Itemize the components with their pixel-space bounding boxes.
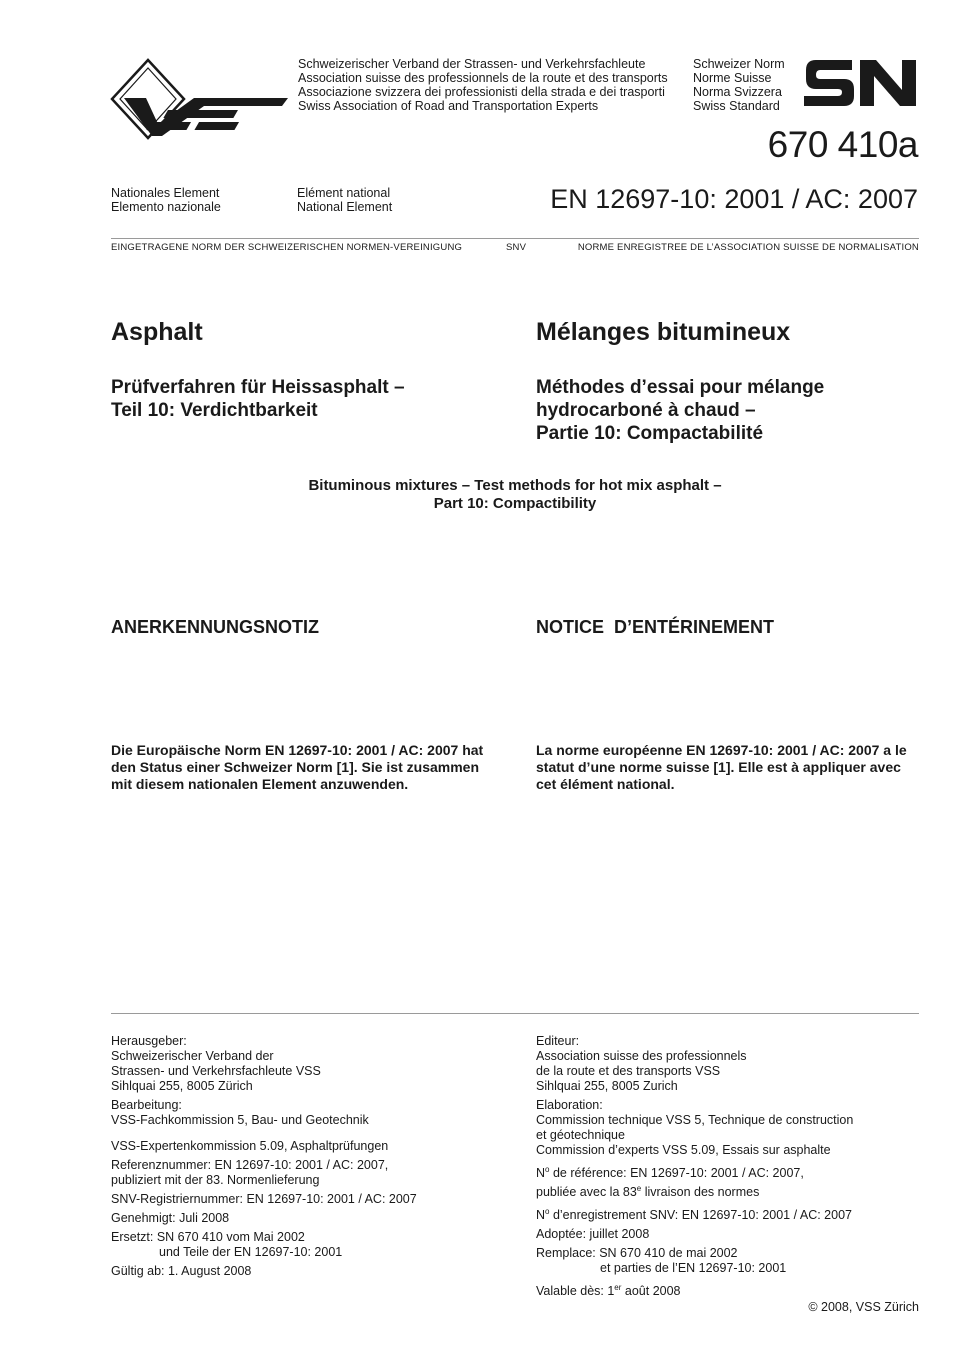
- footer-fr-reference-sup: o: [545, 1165, 550, 1174]
- subtitle-fr-line2: hydrocarboné à chaud –: [536, 400, 756, 421]
- footer-fr-publisher-line2: de la route et des transports VSS: [536, 1064, 721, 1078]
- notice-text-de-line3: mit diesem nationalen Element anzuwenden.: [111, 776, 409, 792]
- footer-de-snv-line: SNV-Registriernummer: EN 12697-10: 2001 / AC: 2007: [111, 1192, 417, 1206]
- subtitle-de-line2: Teil 10: Verdichtbarkeit: [111, 400, 318, 421]
- footer-fr-valid: [536, 1280, 919, 1299]
- footer-de-valid-line: Gültig ab: 1. August 2008: [111, 1264, 252, 1278]
- element-label-fr: [297, 186, 392, 214]
- vss-logo: [110, 58, 290, 140]
- standard-type-it: Norma Svizzera: [693, 85, 782, 99]
- notice-text-de-line2: den Status einer Schweizer Norm [1]. Sie ist zusammen: [111, 759, 479, 775]
- standard-type-de: Schweizer Norm: [693, 57, 785, 71]
- footer-de-reference-line2: publiziert mit der 83. Normenlieferung: [111, 1173, 320, 1187]
- footer-de-reference: [111, 1158, 511, 1188]
- footer-fr-expert: [536, 1143, 919, 1158]
- notice-heading-fr: NOTICE D’ENTÉRINEMENT: [536, 617, 775, 637]
- notice-text-fr-line3: cet élément national.: [536, 776, 675, 792]
- footer-de-approved: [111, 1211, 511, 1226]
- copyright: © 2008, VSS Zürich: [808, 1300, 919, 1314]
- footer-fr-publisher: [536, 1034, 919, 1094]
- registry-left: EINGETRAGENE NORM DER SCHWEIZERISCHEN NORMEN-VEREINIGUNG: [111, 242, 463, 253]
- element-label-fr-line1: Elément national: [297, 186, 391, 200]
- footer-de-publisher-line1: Schweizerischer Verband der: [111, 1049, 274, 1063]
- footer-de-publisher: [111, 1034, 511, 1094]
- standard-type: [693, 57, 785, 113]
- footer-fr-reference-line2-post: livraison des normes: [641, 1185, 760, 1200]
- footer-rule: [111, 1013, 919, 1014]
- footer-de-editing-line: VSS-Fachkommission 5, Bau- und Geotechnik: [111, 1113, 369, 1127]
- footer-de-reference-line1: Referenznummer: EN 12697-10: 2001 / AC: 2007,: [111, 1158, 389, 1172]
- notice-text-fr-line2: statut d’une norme suisse [1]. Elle est à appliquer avec: [536, 759, 901, 775]
- footer-fr-editing-line2: et géotechnique: [536, 1128, 625, 1142]
- footer-de: [111, 1034, 511, 1283]
- notice-text-fr-line1: La norme européenne EN 12697-10: 2001 / AC: 2007 a le: [536, 742, 907, 758]
- footer-de-publisher-line2: Strassen- und Verkehrsfachleute VSS: [111, 1064, 321, 1078]
- footer-fr-reference-line2-pre: publiée avec la 83: [536, 1185, 637, 1200]
- footer-de-valid: [111, 1264, 511, 1279]
- subtitle-fr-line1: Méthodes d’essai pour mélange: [536, 377, 825, 398]
- footer-fr-editing-line1: Commission technique VSS 5, Technique de construction: [536, 1113, 854, 1127]
- notice-text-de: [111, 742, 483, 793]
- footer-fr-replaces: [536, 1246, 919, 1276]
- sn-number: 670 410a: [767, 124, 918, 165]
- header-rule: [111, 238, 919, 239]
- element-label-de-line2: Elemento nazionale: [111, 200, 221, 214]
- notice-text-fr: [536, 742, 907, 793]
- footer-fr-editing: [536, 1098, 919, 1143]
- standard-type-en: Swiss Standard: [693, 99, 780, 113]
- footer-fr: [536, 1034, 919, 1304]
- footer-de-expert-line: VSS-Expertenkommission 5.09, Asphaltprüfungen: [111, 1139, 389, 1153]
- sn-logo-icon: [802, 56, 920, 110]
- footer-fr-adopted: [536, 1227, 919, 1242]
- en-reference: EN 12697-10: 2001 / AC: 2007: [550, 184, 918, 214]
- subtitle-de-line1: Prüfverfahren für Heissasphalt –: [111, 377, 405, 398]
- footer-de-replaces-line2: und Teile der EN 12697-10: 2001: [159, 1245, 343, 1259]
- footer-fr-publisher-label: Editeur:: [536, 1034, 580, 1048]
- org-line-fr: Association suisse des professionnels de la route et des transports: [298, 71, 668, 85]
- title-fr: Mélanges bitumineux: [536, 318, 791, 346]
- element-label-de-line1: Nationales Element: [111, 186, 220, 200]
- subtitle-en-line2: Part 10: Compactibility: [433, 495, 597, 512]
- title-de: Asphalt: [111, 318, 203, 346]
- footer-fr-replaces-line2: et parties de l’EN 12697-10: 2001: [600, 1261, 787, 1276]
- footer-fr-publisher-line1: Association suisse des professionnels: [536, 1049, 747, 1063]
- org-line-it: Associazione svizzera dei professionisti della strada e dei trasporti: [298, 85, 665, 99]
- footer-de-editing: [111, 1098, 511, 1128]
- footer-de-replaces-line1: Ersetzt: SN 670 410 vom Mai 2002: [111, 1230, 305, 1244]
- footer-fr-replaces-line1: Remplace: SN 670 410 de mai 2002: [536, 1246, 738, 1261]
- org-line-en: Swiss Association of Road and Transportation Experts: [298, 99, 599, 113]
- notice-text-de-line1: Die Europäische Norm EN 12697-10: 2001 / AC: 2007 hat: [111, 742, 484, 758]
- footer-fr-valid-sup: er: [614, 1283, 622, 1293]
- registry-right: NORME ENREGISTREE DE L’ASSOCIATION SUISSE DE NORMALISATION: [577, 242, 919, 253]
- sn-logo: [802, 56, 920, 110]
- footer-fr-snv-prefix: N: [536, 1208, 546, 1223]
- subtitle-fr-line3: Partie 10: Compactabilité: [536, 423, 764, 444]
- footer-fr-snv-rest: d’enregistrement SNV: EN 12697-10: 2001 / AC: 2007: [549, 1208, 852, 1223]
- org-names: [298, 57, 668, 113]
- element-label-de: [111, 186, 221, 214]
- subtitle-en: [111, 477, 919, 513]
- footer-fr-valid-pre: Valable dès: 1: [536, 1284, 615, 1299]
- footer-fr-valid-post: août 2008: [621, 1284, 681, 1299]
- footer-fr-snv: [536, 1204, 919, 1223]
- footer-de-editing-label: Bearbeitung:: [111, 1098, 182, 1112]
- notice-heading-de: ANERKENNUNGSNOTIZ: [111, 617, 320, 637]
- footer-fr-adopted-line: Adoptée: juillet 2008: [536, 1227, 650, 1242]
- standard-type-fr: Norme Suisse: [693, 71, 772, 85]
- footer-fr-expert-line: Commission d’experts VSS 5.09, Essais sur asphalte: [536, 1143, 831, 1157]
- footer-de-approved-line: Genehmigt: Juli 2008: [111, 1211, 230, 1225]
- footer-fr-reference-line2: [536, 1181, 919, 1200]
- subtitle-de: [111, 376, 405, 422]
- footer-de-snv: [111, 1192, 511, 1207]
- footer-de-publisher-line3: Sihlquai 255, 8005 Zürich: [111, 1079, 253, 1093]
- footer-fr-reference-rest: de référence: EN 12697-10: 2001 / AC: 2007,: [549, 1166, 804, 1181]
- org-line-de: Schweizerischer Verband der Strassen- und Verkehrsfachleute: [298, 57, 646, 71]
- footer-fr-reference-line1: [536, 1162, 919, 1181]
- footer-fr-reference-line2-sup: e: [636, 1184, 642, 1194]
- element-label-fr-line2: National Element: [297, 200, 393, 214]
- subtitle-fr: [536, 376, 824, 445]
- subtitle-en-line1: Bituminous mixtures – Test methods for hot mix asphalt –: [308, 477, 722, 494]
- footer-fr-publisher-line3: Sihlquai 255, 8005 Zurich: [536, 1079, 678, 1093]
- registry-mid: SNV: [506, 242, 527, 253]
- vss-logo-icon: [110, 58, 290, 140]
- footer-fr-valid-line: [536, 1280, 919, 1299]
- footer-de-expert: [111, 1139, 511, 1154]
- footer-fr-editing-label: Elaboration:: [536, 1098, 603, 1112]
- footer-fr-reference: [536, 1162, 919, 1200]
- footer-de-publisher-label: Herausgeber:: [111, 1034, 187, 1048]
- footer-fr-snv-line: [536, 1204, 919, 1223]
- footer-fr-reference-prefix: N: [536, 1166, 546, 1181]
- footer-fr-snv-sup: o: [545, 1207, 550, 1217]
- footer-de-replaces: [111, 1230, 511, 1260]
